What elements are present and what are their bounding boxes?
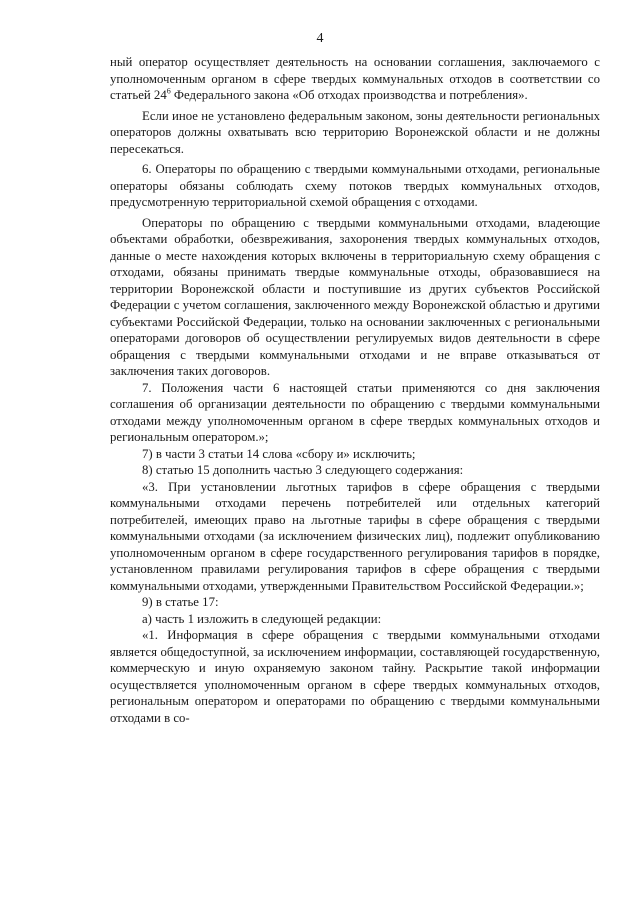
paragraph: Если иное не установлено федеральным законом, зоны деятельности региональных операторов должны охватывать всю территорию Воронежской области и не должны пересекаться. [110,108,600,156]
paragraph: 8) статью 15 дополнить частью 3 следующего содержания: [142,463,464,477]
paragraph-continuation [110,54,600,104]
paragraph: 7. Положения части 6 настоящей статьи применяются со дня заключения соглашения об организации деятельности по обращению с твердыми коммунальными отходами между уполномоченным органом в сфере твердых коммунальных отходов и региональным оператором.»; [110,380,600,444]
document-body [110,54,600,726]
paragraph: 9) в статье 17: [142,595,219,609]
paragraph: 7) в части 3 статьи 14 слова «сбору и» исключить; [142,446,416,461]
paragraph: а) часть 1 изложить в следующей редакции: [142,611,382,626]
paragraph-text-tail: Федерального закона «Об отходах производства и потребления». [170,88,528,102]
paragraph: «1. Информация в сфере обращения с твердыми коммунальными отходами является общедоступной, за исключением информации, составляющей государственную, коммерческую и иную охраняемую законом тайну. Раскрытие такой информации осуществляется уполномоченным органом в сфере твердых коммунальных отходов, региональным оператором и операторами по обращению с твердыми коммунальными отходами в со- [110,628,600,725]
paragraph: «3. При установлении льготных тарифов в сфере обращения с твердыми коммунальными отходами перечень потребителей или отдельных категорий потребителей, имеющих право на льготные тарифы в сфере обращения с твердыми коммунальными отходами (за исключением физических лиц), подлежит опубликованию уполномоченным органом в сфере государственного регулирования тарифов в порядке, установленном правилами регулирования тарифов в сфере обращения с твердыми коммунальными отходами, утвержденными Правительством Российской Федерации.»; [110,479,600,593]
paragraph-text: ный оператор осуществляет деятельность на основании соглашения, заключаемого с уполномоченным органом в сфере твердых коммунальных отходов в соответствии со статьей 24 [110,55,600,102]
page-number: 4 [316,31,324,46]
paragraph: 6. Операторы по обращению с твердыми коммунальными отходами, региональные операторы обязаны соблюдать схему потоков твердых коммунальных отходов, предусмотренную территориальной схемой обращения с отходами. [110,162,600,209]
paragraph: Операторы по обращению с твердыми коммунальными отходами, владеющие объектами обработки, обезвреживания, захоронения твердых коммунальных отходов, данные о месте нахождения которых включены в территориальную схему обращения с отходами, обязаны принимать твердые коммунальные отходы, образовавшиеся на территории Воронежской области и поступившие из других субъектов Российской Федерации с учетом соглашения, заключенного между Воронежской областью и другими субъектами Российской Федерации, только на основании заключенных с региональными операторами договоров об осуществлении регулируемых видов деятельности в сфере обращения с твердыми коммунальными отходами и не вправе отказываться от заключения таких договоров. [110,215,600,378]
article-superscript: 6 [166,86,171,96]
